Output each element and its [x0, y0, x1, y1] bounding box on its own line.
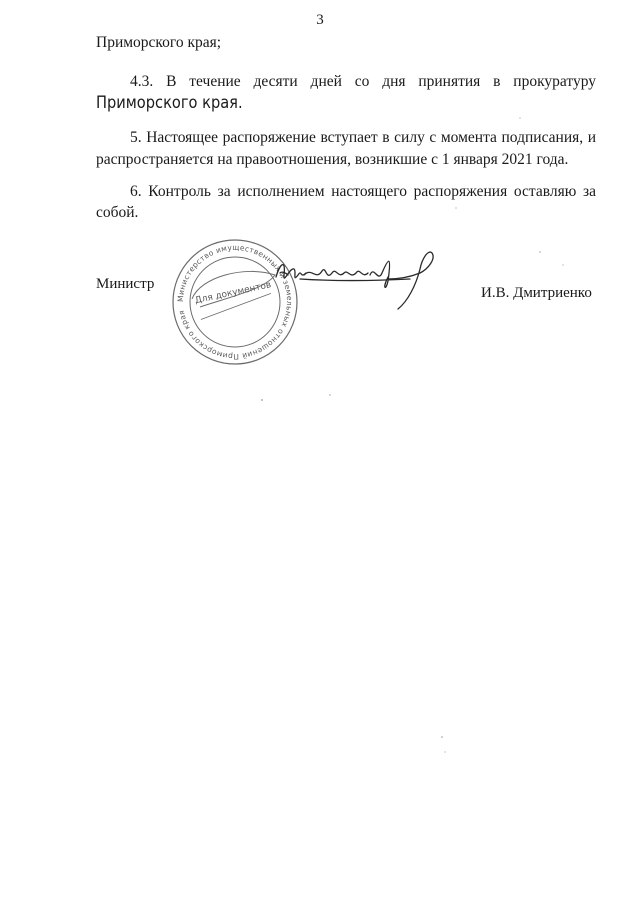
clause-4-3: 4.3. В течение десяти дней со дня принятия в прокуратуру [130, 73, 596, 90]
clause-6: 6. Контроль за исполнением настоящего распоряжения оставляю за [130, 183, 596, 200]
handwritten-signature [270, 245, 445, 315]
signer-position: Министр [96, 276, 155, 292]
signer-name: И.В. Дмитриенко [481, 285, 592, 301]
clause-5: 5. Настоящее распоряжение вступает в силу с момента подписания, и [130, 129, 596, 146]
text-line-continuation: Приморского края; [96, 34, 222, 51]
stamp-ring-text: Министерство имущественных и земельных отношений Приморского края [175, 242, 295, 362]
clause-4-3-continued: Приморского края. [96, 93, 243, 113]
clause-6-continued: собой. [96, 204, 139, 221]
page-number: 3 [316, 12, 324, 28]
clause-5-continued: распространяется на правоотношения, возникшие с 1 января 2021 года. [96, 151, 569, 168]
stamp-center-text: Для документов [194, 280, 273, 307]
